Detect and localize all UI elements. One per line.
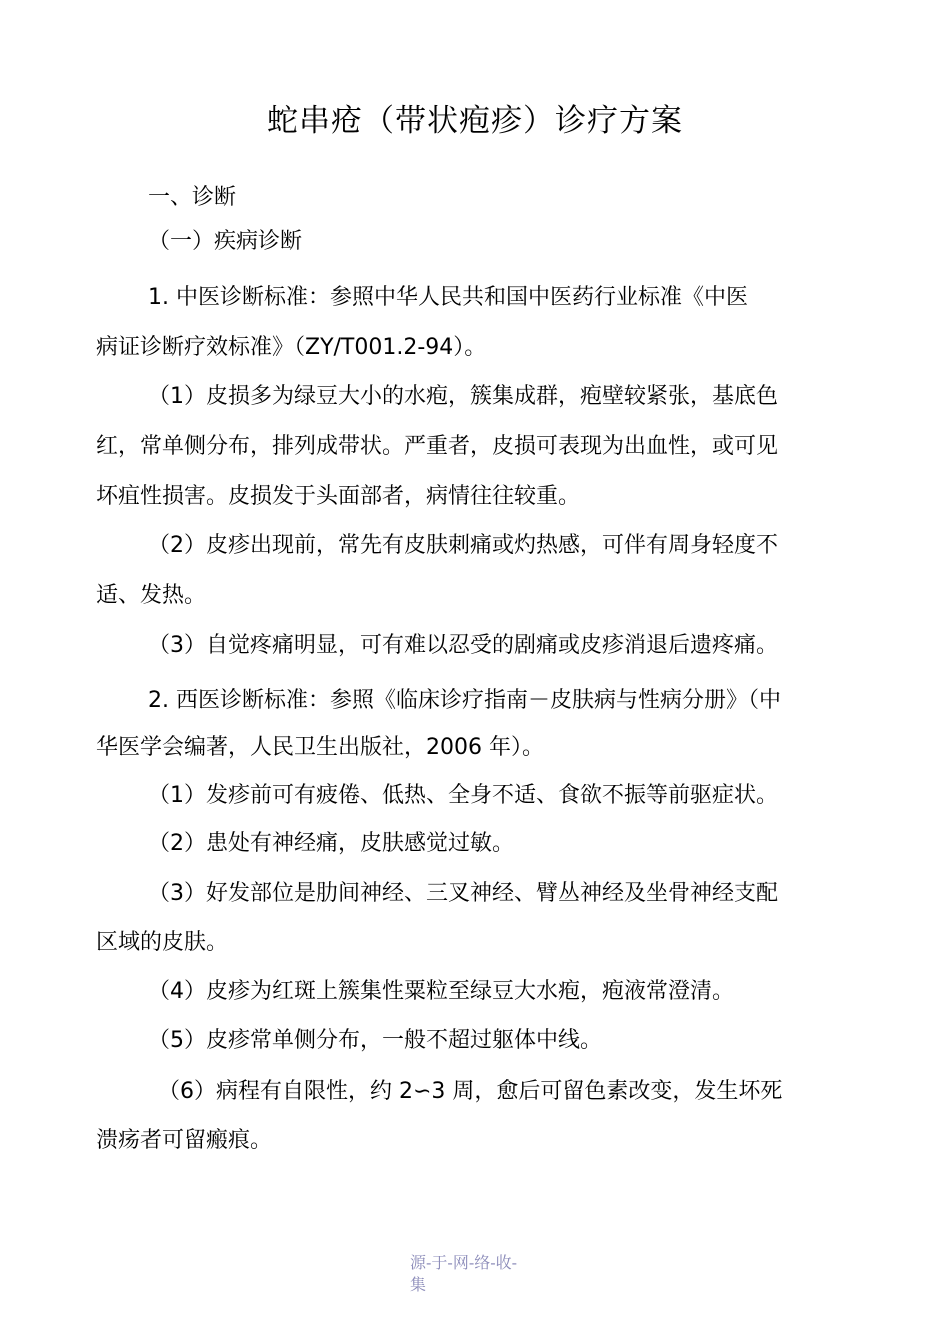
wm-item-5: （5）皮疹常单侧分布，一般不超过躯体中线。 bbox=[148, 1028, 602, 1053]
section-heading-diagnosis: 一、诊断 bbox=[148, 185, 237, 210]
tcm-item-1-line-3: 坏疽性损害。皮损发于头面部者，病情往往较重。 bbox=[96, 484, 581, 509]
tcm-item-1-line-1: （1）皮损多为绿豆大小的水疱，簇集成群，疱壁较紧张，基底色 bbox=[148, 384, 778, 409]
footer-watermark bbox=[410, 1252, 570, 1296]
tcm-standard-line-1: 1. 中医诊断标准：参照中华人民共和国中医药行业标准《中医 bbox=[148, 285, 748, 310]
wm-item-3-line-1: （3）好发部位是肋间神经、三叉神经、臂丛神经及坐骨神经支配 bbox=[148, 881, 778, 906]
wm-item-6-line-2: 溃疡者可留瘢痕。 bbox=[96, 1128, 273, 1153]
wm-item-2: （2）患处有神经痛，皮肤感觉过敏。 bbox=[148, 831, 514, 856]
tcm-item-2-line-2: 适、发热。 bbox=[96, 583, 207, 608]
document-title: 蛇串疮（带状疱疹）诊疗方案 bbox=[267, 103, 683, 139]
tcm-standard-line-2: 病证诊断疗效标准》（ZY/T001.2-94）。 bbox=[96, 335, 487, 360]
footer-line-2: 集 bbox=[410, 1275, 427, 1294]
subsection-heading-disease-diagnosis: （一）疾病诊断 bbox=[148, 229, 303, 254]
tcm-item-1-line-2: 红，常单侧分布，排列成带状。严重者，皮损可表现为出血性，或可见 bbox=[96, 434, 779, 459]
wm-item-6-line-1: （6）病程有自限性，约 2∽3 周，愈后可留色素改变，发生坏死 bbox=[158, 1079, 783, 1104]
wm-standard-line-2: 华医学会编著，人民卫生出版社，2006 年）。 bbox=[96, 735, 544, 760]
tcm-item-3: （3）自觉疼痛明显，可有难以忍受的剧痛或皮疹消退后遗疼痛。 bbox=[148, 633, 778, 658]
wm-item-4: （4）皮疹为红斑上簇集性粟粒至绿豆大水疱，疱液常澄清。 bbox=[148, 979, 734, 1004]
footer-line-1: 源-于-网-络-收- bbox=[410, 1253, 518, 1272]
tcm-item-2-line-1: （2）皮疹出现前，常先有皮肤刺痛或灼热感，可伴有周身轻度不 bbox=[148, 533, 778, 558]
wm-item-3-line-2: 区域的皮肤。 bbox=[96, 930, 229, 955]
wm-item-1: （1）发疹前可有疲倦、低热、全身不适、食欲不振等前驱症状。 bbox=[148, 783, 778, 808]
wm-standard-line-1: 2. 西医诊断标准：参照《临床诊疗指南－皮肤病与性病分册》（中 bbox=[148, 688, 781, 713]
